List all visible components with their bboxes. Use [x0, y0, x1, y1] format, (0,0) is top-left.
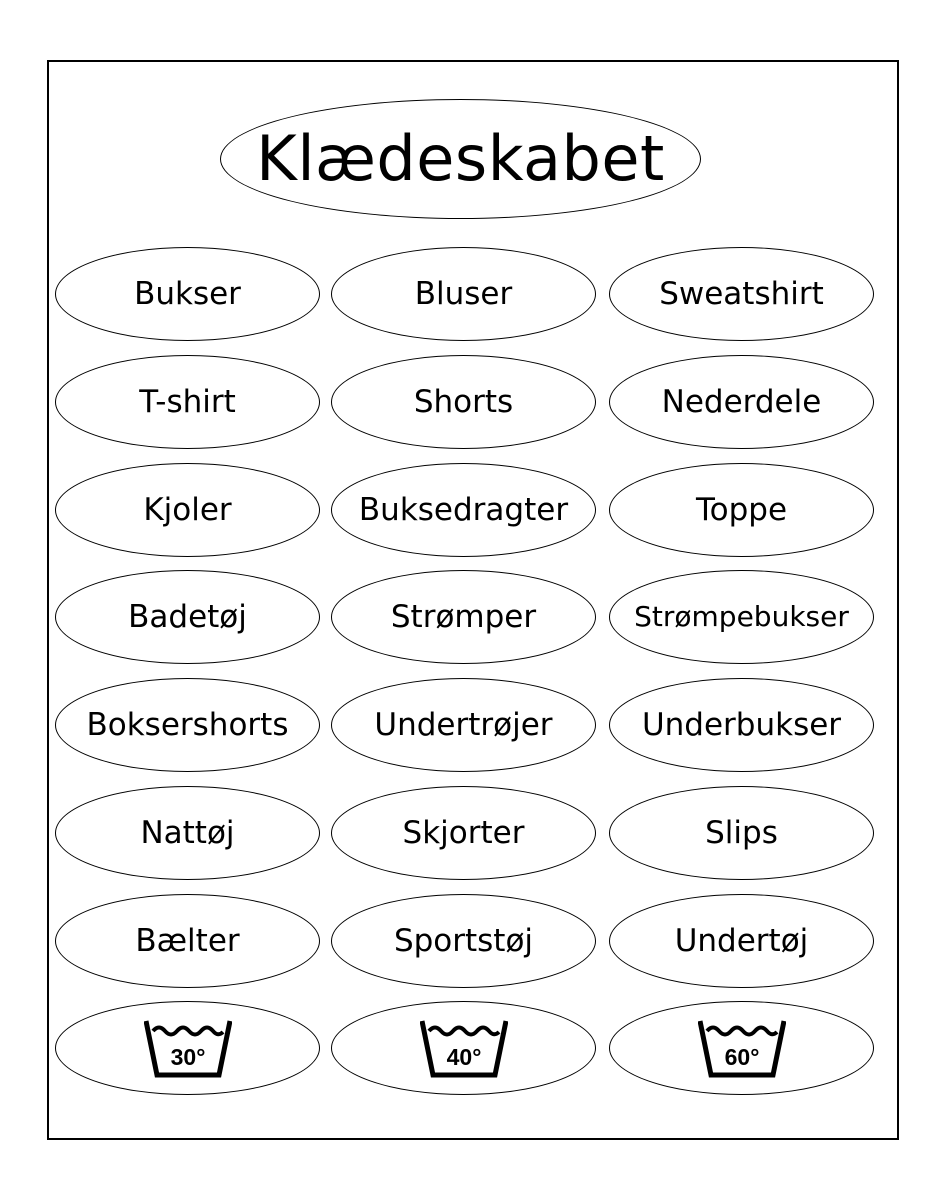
wash-basin-icon — [144, 1017, 232, 1079]
label-oval — [55, 247, 320, 341]
label-text: Boksershorts — [86, 706, 289, 743]
label-oval — [609, 786, 874, 880]
label-text: Badetøj — [128, 598, 247, 635]
label-oval — [331, 894, 596, 988]
label-text: Toppe — [695, 491, 788, 528]
wash-temp-text: 30° — [170, 1044, 205, 1070]
title-label — [220, 99, 701, 219]
label-text: Undertrøjer — [374, 706, 553, 743]
label-text: Skjorter — [402, 814, 525, 851]
wash-label-60 — [609, 1001, 874, 1095]
label-text: Bælter — [135, 922, 240, 959]
label-text: Nederdele — [661, 383, 822, 420]
label-text: Buksedragter — [358, 491, 569, 528]
label-oval — [331, 463, 596, 557]
label-text: Bukser — [134, 275, 241, 312]
label-text: Strømpebukser — [634, 600, 849, 633]
label-text: T-shirt — [139, 383, 236, 420]
label-oval — [55, 463, 320, 557]
page-title: Klædeskabet — [256, 122, 665, 195]
wash-label-40 — [331, 1001, 596, 1095]
label-text: Underbukser — [641, 706, 842, 743]
label-text: Sportstøj — [393, 922, 534, 959]
label-oval — [331, 355, 596, 449]
label-oval — [331, 570, 596, 664]
label-oval — [331, 786, 596, 880]
label-oval — [55, 786, 320, 880]
label-oval — [609, 247, 874, 341]
label-text: Nattøj — [140, 814, 235, 851]
wash-temp-text: 40° — [446, 1044, 481, 1070]
label-oval — [609, 678, 874, 772]
wash-label-30 — [55, 1001, 320, 1095]
label-text: Kjoler — [143, 491, 232, 528]
label-oval — [55, 570, 320, 664]
wash-temp-text: 60° — [724, 1044, 759, 1070]
label-oval — [609, 570, 874, 664]
label-text: Bluser — [414, 275, 513, 312]
label-text: Shorts — [413, 383, 514, 420]
label-text: Strømper — [390, 598, 537, 635]
label-text: Sweatshirt — [659, 275, 824, 312]
label-oval — [331, 247, 596, 341]
label-oval — [55, 678, 320, 772]
label-oval — [609, 355, 874, 449]
label-text: Undertøj — [674, 922, 809, 959]
label-oval — [609, 463, 874, 557]
label-oval — [331, 678, 596, 772]
label-oval — [609, 894, 874, 988]
label-text: Slips — [705, 814, 778, 851]
wash-basin-icon — [698, 1017, 786, 1079]
wash-basin-icon — [420, 1017, 508, 1079]
label-oval — [55, 894, 320, 988]
label-oval — [55, 355, 320, 449]
